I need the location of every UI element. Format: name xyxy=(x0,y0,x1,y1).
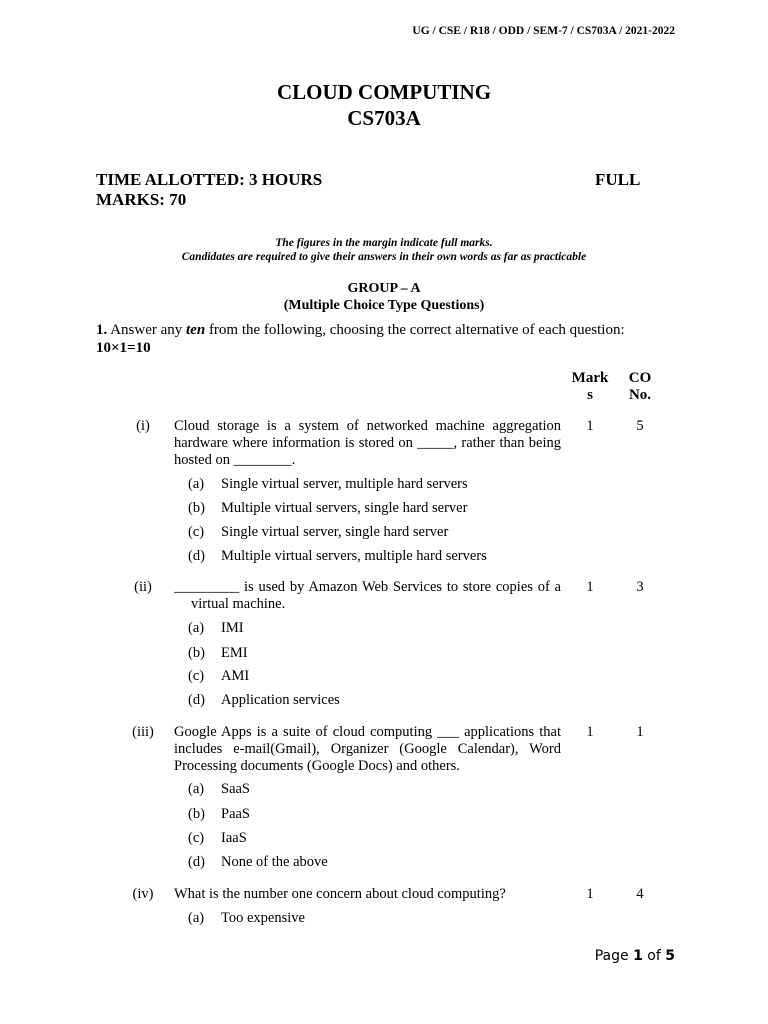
option-text: AMI xyxy=(221,668,250,684)
question-co: 3 xyxy=(636,579,644,595)
marks-header-line-2: s xyxy=(587,387,593,403)
option-label: (d) xyxy=(188,548,205,564)
subject-title: CLOUD COMPUTING xyxy=(276,80,492,104)
option-label: (c) xyxy=(188,830,205,846)
option-text: Too expensive xyxy=(221,910,305,926)
option-text: PaaS xyxy=(221,806,250,822)
option-text: IMI xyxy=(221,620,244,636)
page-total: 5 xyxy=(665,948,675,964)
question-text: Google Apps is a suite of cloud computing ___ applications that includes e-mail(Gmail), Organizer (Google Calendar), Word Processing documents (Google Docs) and others. xyxy=(174,724,561,774)
question-number: (iii) xyxy=(132,724,154,740)
question-number: (i) xyxy=(136,418,150,434)
page-word: Page xyxy=(594,948,629,964)
question-text: Cloud storage is a system of networked machine aggregation hardware where information is stored on _____, rather than being hosted on ________. xyxy=(174,418,561,468)
co-column-header xyxy=(622,370,658,404)
group-subtitle: (Multiple Choice Type Questions) xyxy=(283,298,485,313)
co-header-line-1: CO xyxy=(628,370,652,386)
question-1-post: from the following, choosing the correct alternative of each question: xyxy=(208,322,625,338)
option-label: (c) xyxy=(188,668,205,684)
option-label: (b) xyxy=(188,500,205,516)
option-text: Multiple virtual servers, multiple hard servers xyxy=(221,548,487,564)
option-label: (c) xyxy=(188,524,205,540)
instruction-line-1: The figures in the margin indicate full marks. xyxy=(275,237,493,249)
marks-column-header xyxy=(567,370,613,404)
option-label: (a) xyxy=(188,910,205,926)
option-text: Single virtual server, multiple hard servers xyxy=(221,476,468,492)
option-text: EMI xyxy=(221,645,248,661)
option-label: (d) xyxy=(188,854,205,870)
option-text: None of the above xyxy=(221,854,328,870)
option-text: IaaS xyxy=(221,830,247,846)
option-label: (d) xyxy=(188,692,205,708)
question-marks: 1 xyxy=(586,886,594,902)
group-name: GROUP – A xyxy=(347,281,421,296)
page-of: of xyxy=(647,948,661,964)
option-text: Multiple virtual servers, single hard server xyxy=(221,500,468,516)
question-marks: 1 xyxy=(586,579,594,595)
question-text xyxy=(174,579,561,613)
option-label: (a) xyxy=(188,781,205,797)
option-label: (b) xyxy=(188,806,205,822)
co-header-line-2: No. xyxy=(628,387,652,403)
question-1-number: 1. xyxy=(96,322,108,338)
question-co: 1 xyxy=(636,724,644,740)
question-text: What is the number one concern about cloud computing? xyxy=(174,886,506,902)
marks-total: MARKS: 70 xyxy=(96,190,187,209)
question-number: (ii) xyxy=(134,579,152,595)
subject-code: CS703A xyxy=(347,106,421,130)
question-co: 5 xyxy=(636,418,644,434)
instruction-line-2: Candidates are required to give their answers in their own words as far as practicable xyxy=(181,251,587,263)
page-number xyxy=(595,948,675,964)
option-label: (b) xyxy=(188,645,205,661)
option-text: Single virtual server, single hard server xyxy=(221,524,449,540)
time-allotted: TIME ALLOTTED: 3 HOURS xyxy=(96,170,323,189)
question-number: (iv) xyxy=(132,886,154,902)
full-marks-label: FULL xyxy=(595,170,641,189)
option-label: (a) xyxy=(188,476,205,492)
page-current: 1 xyxy=(633,948,643,964)
marks-header-line-1: Mark xyxy=(571,370,609,386)
exam-code-header: UG / CSE / R18 / ODD / SEM-7 / CS703A / 2021-2022 xyxy=(412,25,675,37)
question-1-emphasis: ten xyxy=(186,322,206,338)
question-1-instruction xyxy=(96,321,676,357)
option-label: (a) xyxy=(188,620,205,636)
question-co: 4 xyxy=(636,886,644,902)
question-1-marks: 10×1=10 xyxy=(96,340,151,356)
question-marks: 1 xyxy=(586,418,594,434)
question-1-pre: Answer any xyxy=(110,322,183,338)
question-marks: 1 xyxy=(586,724,594,740)
question-text-body: _________ is used by Amazon Web Services to store copies of a virtual machine. xyxy=(174,579,561,612)
option-text: SaaS xyxy=(221,781,250,797)
option-text: Application services xyxy=(221,692,340,708)
